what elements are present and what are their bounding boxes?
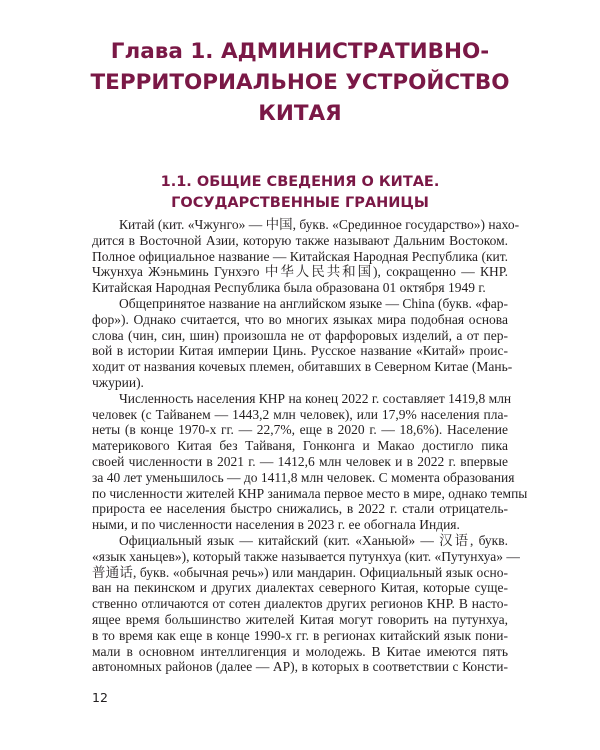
- chapter-title-line: Глава 1. АДМИНИСТРАТИВНО-: [110, 39, 490, 64]
- text-line: Китайская Народная Республика была образована 01 октября 1949 г.: [92, 280, 486, 296]
- text-line: фор»). Однако считается, что во многих языках мира подобная основа: [92, 311, 508, 327]
- section-title-line: 1.1. ОБЩИЕ СВЕДЕНИЯ О КИТАЕ.: [160, 174, 440, 190]
- text-line: в то время как еще в конце 1990-х гг. в регионах китайский язык пони-: [92, 627, 508, 643]
- chapter-title: [60, 36, 540, 129]
- text-line: Китай (кит. «Чжунго» — 中国, букв. «Срединное государство») нахо-: [119, 217, 520, 232]
- text-line: ходит от названия кочевых племен, обитавших в Северном Китае (Мань-: [92, 359, 513, 375]
- text-line: «язык ханьцев»), который также называется путунхуа (кит. «Путунхуа» —: [92, 548, 520, 564]
- text-line: Официальный язык — китайский (кит. «Ханьюй» — 汉语, букв.: [119, 532, 508, 548]
- page-number: 12: [92, 690, 108, 705]
- text-line: за 40 лет уменьшилось — до 1411,8 млн человек. С момента образования: [92, 469, 515, 485]
- text-line: своей численности в 2021 г. — 1412,6 млн человек и в 2022 г. впервые: [92, 453, 508, 469]
- text-line: дится в Восточной Азии, которую также называют Дальним Востоком.: [92, 232, 508, 248]
- text-line: Чжунхуа Жэньминь Гунхэго 中华人民共和国), сокращенно — КНР.: [92, 264, 508, 280]
- text-line: вой в истории Китая империи Цинь. Русское название «Китай» проис-: [92, 343, 508, 359]
- text-line: прироста ее населения быстро снижались, в 2022 г. стали отрицатель-: [92, 501, 508, 517]
- section-title-line: ГОСУДАРСТВЕННЫЕ ГРАНИЦЫ: [171, 195, 429, 211]
- text-line: ящее время большинство жителей Китая могут говорить на путунхуа,: [92, 611, 508, 627]
- text-line: ван на пекинском и других диалектах северного Китая, которые суще-: [92, 580, 508, 596]
- text-line: мали в основном интеллигенция и молодежь. В Китае имеются пять: [92, 643, 508, 659]
- text-line: неты (в конце 1970-х гг. — 22,7%, еще в 2020 г. — 18,6%). Население: [92, 422, 508, 438]
- chapter-title-line: ТЕРРИТОРИАЛЬНОЕ УСТРОЙСТВО: [90, 70, 510, 95]
- text-line: Полное официальное название — Китайская Народная Республика (кит.: [92, 248, 508, 264]
- body-text: [92, 217, 528, 675]
- text-line: 普通话, букв. «обычная речь») или мандарин. Официальный язык осно-: [92, 564, 508, 580]
- text-line: человек (с Тайванем — 1443,2 млн человек), или 17,9% населения пла-: [92, 406, 508, 422]
- chapter-title-line: КИТАЯ: [258, 101, 342, 126]
- text-line: по численности жителей КНР занимала первое место в мире, однако темпы: [92, 485, 528, 501]
- text-line: Общепринятое название на английском языке — China (букв. «фар-: [119, 295, 509, 311]
- section-title: [90, 172, 510, 214]
- text-line: чжурии).: [92, 374, 144, 390]
- text-line: Численность населения КНР на конец 2022 г. составляет 1419,8 млн: [119, 390, 512, 406]
- text-line: ственно отличаются от сотен диалектов других регионов КНР. В насто-: [92, 596, 508, 612]
- text-line: автономных районов (далее — АР), в которых в соответствии с Консти-: [92, 659, 508, 675]
- text-line: материкового Китая без Тайваня, Гонконга и Макао достигло пика: [92, 438, 508, 454]
- text-line: ными, и по численности населения в 2023 г. ее обогнала Индия.: [92, 517, 460, 533]
- text-line: слова (чин, син, шин) произошла не от фарфоровых изделий, а от пер-: [92, 327, 508, 343]
